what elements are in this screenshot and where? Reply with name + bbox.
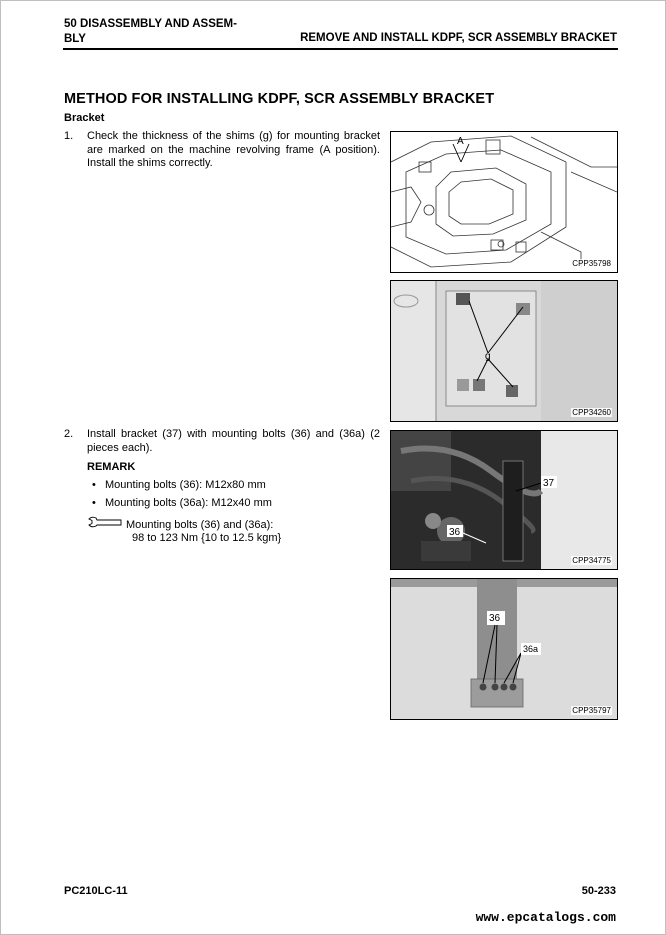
step-text: Install bracket (37) with mounting bolts (36) and (36a) (2 pieces each). — [87, 428, 380, 454]
bolts-photo-drawing — [391, 579, 617, 719]
chapter-header-line2: BLY — [64, 33, 86, 45]
step-number: 2. — [64, 428, 74, 440]
section-header: REMOVE AND INSTALL KDPF, SCR ASSEMBLY BRACKET — [300, 32, 617, 44]
step-text: Check the thickness of the shims (g) for mounting bracket are marked on the machine revolving frame (A position). Install the shims correctly. — [87, 130, 380, 169]
callout-36-bolts: 36 — [489, 613, 501, 624]
figure-code: CPP35797 — [572, 706, 611, 715]
remark-bullet — [92, 479, 266, 491]
watermark-url: www.epcatalogs.com — [475, 910, 616, 925]
step-number: 1. — [64, 130, 74, 142]
step-1 — [64, 130, 380, 171]
callout-g: g — [485, 351, 491, 362]
chapter-header — [64, 17, 254, 47]
bullet-dot: • — [92, 497, 96, 509]
figure-shims — [390, 280, 618, 422]
callout-36a: 36a — [523, 644, 539, 654]
callout-a: A — [457, 136, 464, 147]
page-number: 50-233 — [581, 885, 616, 897]
figure-code: CPP34775 — [572, 556, 611, 565]
figure-revolving-frame — [390, 131, 618, 273]
torque-label: Mounting bolts (36) and (36a): — [126, 518, 274, 531]
frame-line-drawing — [391, 132, 617, 272]
model-number: PC210LC-11 — [64, 885, 128, 897]
bullet-dot: • — [92, 479, 96, 491]
bullet-text: Mounting bolts (36): M12x80 mm — [105, 479, 266, 491]
remark-bullet — [92, 497, 272, 509]
step-2 — [64, 428, 380, 455]
figure-bracket — [390, 430, 618, 570]
figure-bolts — [390, 578, 618, 720]
bullet-text: Mounting bolts (36a): M12x40 mm — [105, 497, 272, 509]
figure-code: CPP34260 — [572, 408, 611, 417]
page-title: METHOD FOR INSTALLING KDPF, SCR ASSEMBLY BRACKET — [64, 91, 495, 107]
subsection-title: Bracket — [64, 112, 105, 124]
remark-title: REMARK — [87, 461, 136, 473]
callout-37: 37 — [543, 478, 555, 489]
figure-code: CPP35798 — [572, 259, 611, 268]
header-rule — [63, 48, 618, 50]
bracket-photo-drawing — [391, 431, 617, 569]
torque-value: 98 to 123 Nm {10 to 12.5 kgm} — [132, 532, 282, 544]
chapter-header-line1: 50 DISASSEMBLY AND ASSEM- — [64, 18, 237, 30]
callout-36: 36 — [449, 527, 461, 538]
wrench-icon — [88, 516, 122, 534]
shim-photo-drawing — [391, 281, 617, 421]
